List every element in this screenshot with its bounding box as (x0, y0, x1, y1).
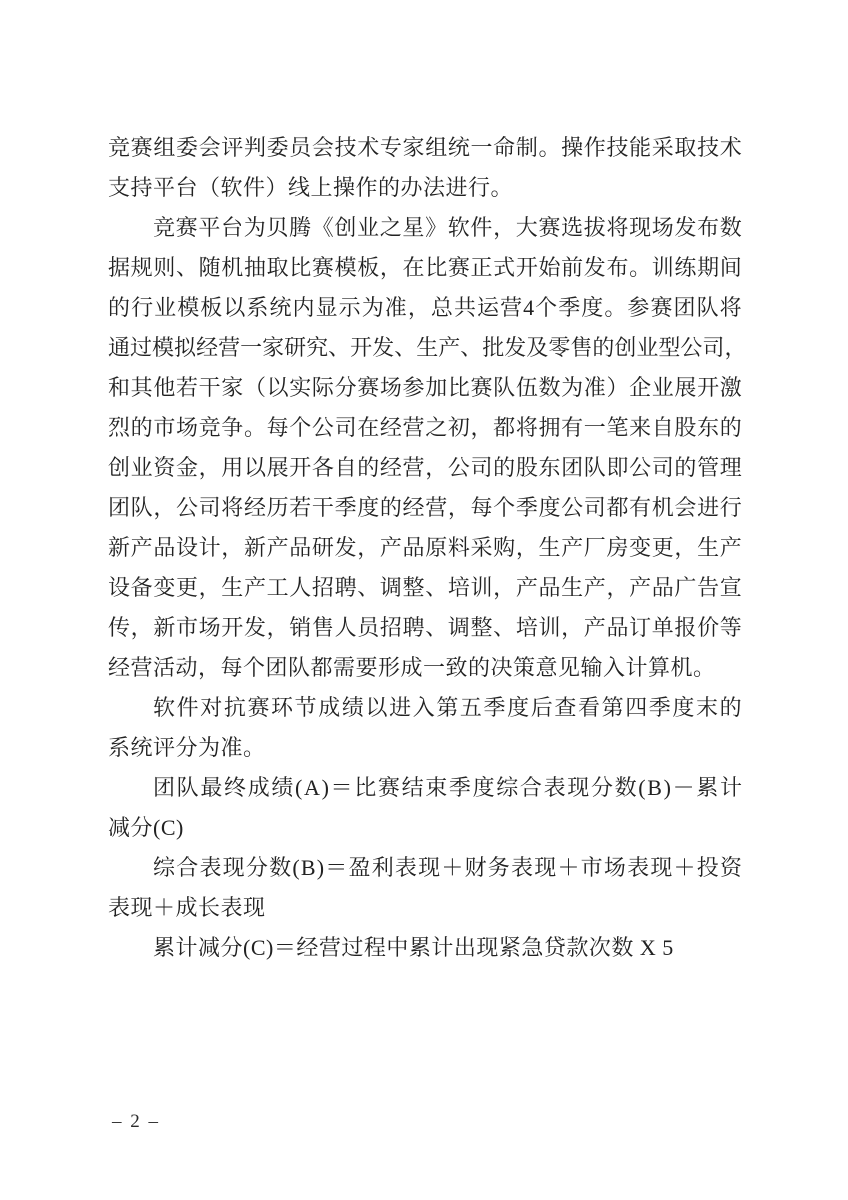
text-line: 经营活动，每个团队都需要形成一致的决策意见输入计算机。 (108, 655, 716, 680)
text-line: 传 ， 新 市 场 开 发 ， 销 售 人 员 招 聘 、 调 整 、 培 训 ， 产 品 订 单 报 价 等 (108, 615, 742, 640)
text-line: 支持平台（软件）线上操作的办法进行。 (108, 175, 514, 200)
text-line: 软 件 对 抗 赛 环 节 成 绩 以 进 入 第 五 季 度 后 查 看 第 四 季 度 末 的 (153, 695, 742, 720)
text-line: 设 备 变 更 ， 生 产 工 人 招 聘 、 调 整 、 培 训 ， 产 品 生 产 ， 产 品 广 告 宣 (108, 575, 742, 600)
text-line: 据 规 则 、 随 机 抽 取 比 赛 模 板 ， 在 比 赛 正 式 开 始 前 发 布 。 训 练 期 间 (108, 255, 742, 280)
text-line: 团 队 最 终 成 绩 ( A ) ＝ 比 赛 结 束 季 度 综 合 表 现 分 数 ( B ) － 累 计 (153, 775, 742, 800)
text-line: 新 产 品 设 计 ， 新 产 品 研 发 ， 产 品 原 料 采 购 ， 生 产 厂 房 变 更 ， 生 产 (108, 535, 742, 560)
page-number: – 2 – (112, 1111, 160, 1132)
text-line: 综 合 表 现 分 数 ( B ) ＝ 盈 利 表 现 ＋ 财 务 表 现 ＋ 市 场 表 现 ＋ 投 资 (153, 855, 742, 880)
text-line: 累计减分(C)＝经营过程中累计出现紧急贷款次数 X 5 (153, 935, 674, 960)
text-line: 表现＋成长表现 (108, 895, 266, 920)
text-line: 创 业 资 金 ， 用 以 展 开 各 自 的 经 营 ， 公 司 的 股 东 团 队 即 公 司 的 管 理 (108, 455, 742, 480)
document-body (108, 128, 747, 968)
text-line: 系统评分为准。 (108, 735, 266, 760)
text-line: 通 过 模 拟 经 营 一 家 研 究 、 开 发 、 生 产 、 批 发 及 零 售 的 创 业 型 公 司 ， (108, 335, 747, 360)
text-line: 的 行 业 模 板 以 系 统 内 显 示 为 准 ， 总 共 运 营 4 个 季 度 。 参 赛 团 队 将 (108, 295, 742, 320)
text-line: 减分(C) (108, 815, 184, 840)
page-footer (112, 1108, 160, 1136)
text-line: 和 其 他 若 干 家 （ 以 实 际 分 赛 场 参 加 比 赛 队 伍 数 为 准 ） 企 业 展 开 激 (108, 375, 742, 400)
text-line: 竞 赛 组 委 会 评 判 委 员 会 技 术 专 家 组 统 一 命 制 。 操 作 技 能 采 取 技 术 (108, 135, 742, 160)
text-line: 竞 赛 平 台 为 贝 腾 《 创 业 之 星 》 软 件 ， 大 赛 选 拔 将 现 场 发 布 数 (153, 215, 742, 240)
text-line: 烈 的 市 场 竞 争 。 每 个 公 司 在 经 营 之 初 ， 都 将 拥 有 一 笔 来 自 股 东 的 (108, 415, 742, 440)
text-line: 团 队 ， 公 司 将 经 历 若 干 季 度 的 经 营 ， 每 个 季 度 公 司 都 有 机 会 进 行 (108, 495, 742, 520)
